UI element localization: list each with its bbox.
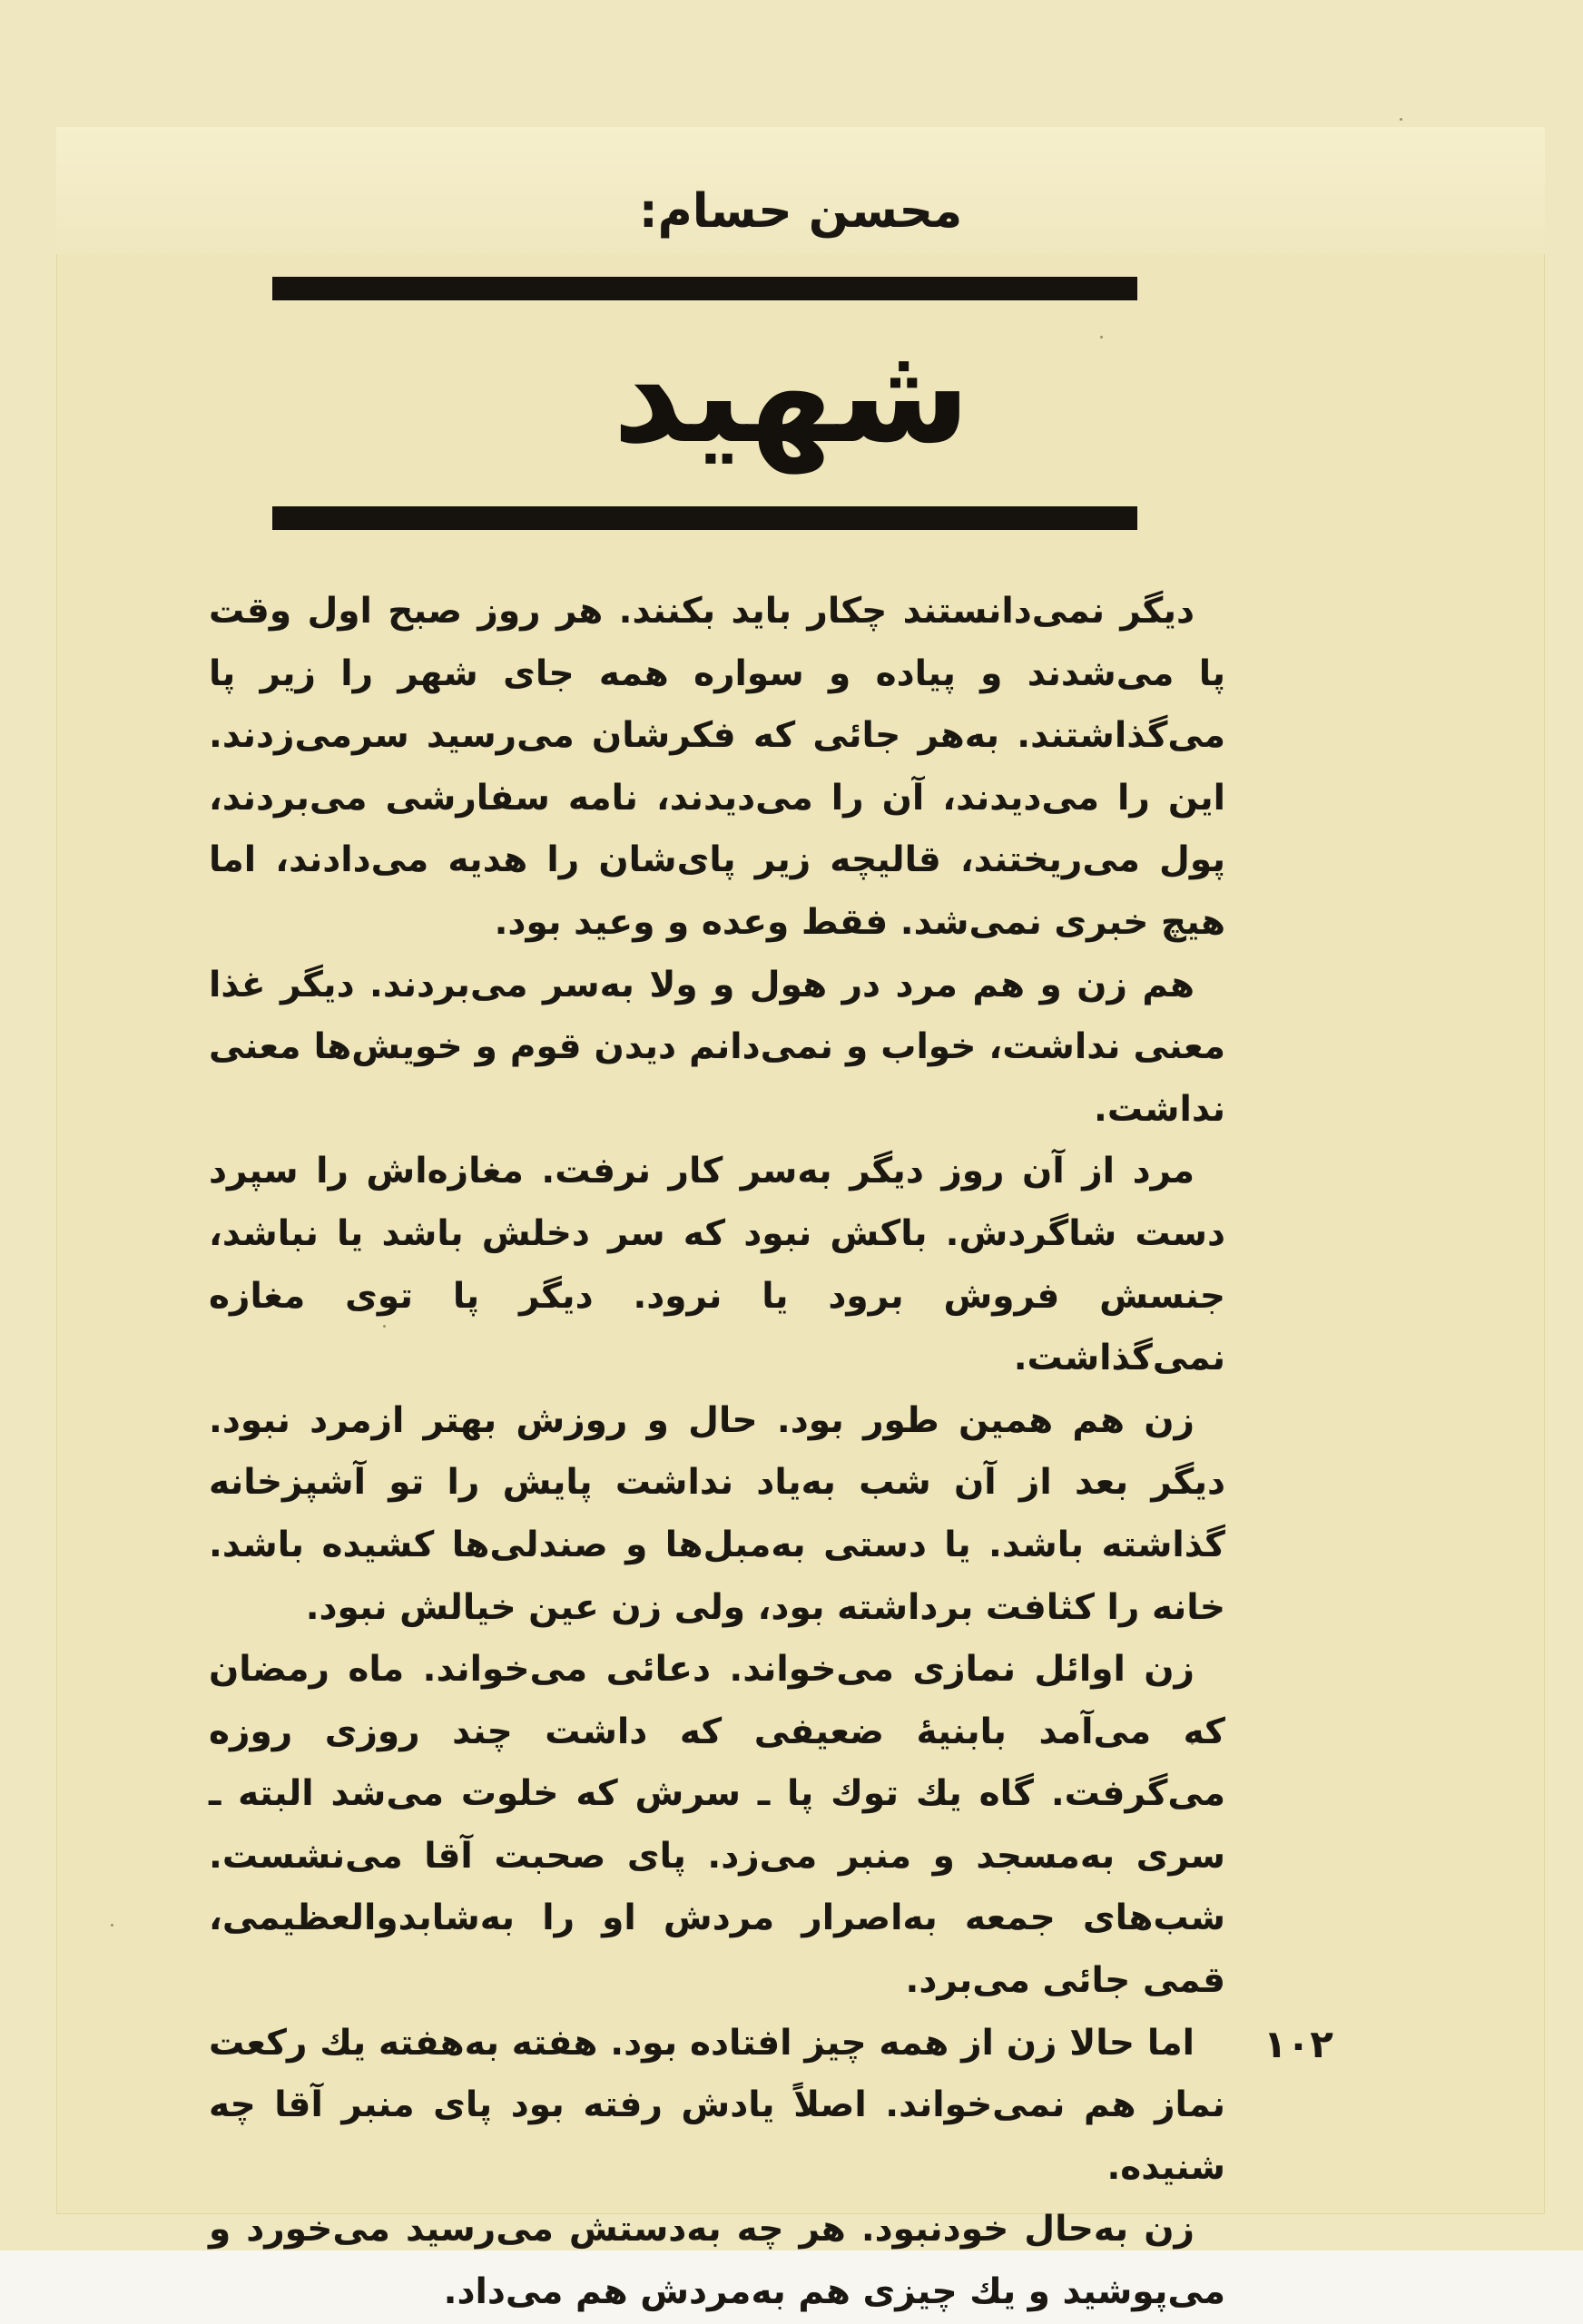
paragraph: زن هم همین طور بود. حال و روزش بهتر ازمرد نبود. دیگر بعد از آن شب به‌یاد نداشت پایش را تو آشپزخانه گذاشته باشد. یا دستی به‌مبل‌ها و صندلی‌ها کشیده باشد. خانه را کثافت برداشته بود، ولی زن عین خیالش نبود. [209, 1399, 1225, 1628]
paper-speck [111, 1924, 113, 1927]
paragraph: زن به‌حال خودنبود. هر چه به‌دستش می‌رسید می‌خورد و می‌پوشید و یك چیزی هم به‌مردش هم می‌داد. [209, 2209, 1225, 2313]
paragraph: مرد از آن روز دیگر به‌سر کار نرفت. مغازه‌اش را سپرد دست شاگردش. باکش نبود که سر دخلش باشد یا نباشد، جنسش فروش برود یا نرود. دیگر پا توی مغازه نمی‌گذاشت. [209, 1151, 1225, 1379]
story-body [209, 581, 1225, 2324]
paragraph: زن اوائل نمازی می‌خواند. دعائی می‌خواند. ماه رمضان که می‌آمد بابنیهٔ ضعیفی که داشت چند روزی روزه می‌گرفت. گاه یك توك پا ـ سرش که خلوت می‌شد البته ـ سری به‌مسجد و منبر می‌زد. پای صحبت آقا می‌نشست. شب‌های جمعه به‌اصرار مردش او را به‌شابدوالعظیمی، قمی جائی می‌برد. [209, 1649, 1225, 2002]
story-title: شهید [612, 316, 971, 474]
paper-speck [1400, 118, 1402, 121]
paragraph: اما حالا زن از همه چیز افتاده بود. هفته به‌هفته یك رکعت نماز هم نمی‌خواند. اصلاً یادش رفته بود پای منبر آقا چه شنیده. [209, 2022, 1225, 2188]
paragraph: هم زن و هم مرد در هول و ولا به‌سر می‌بردند. دیگر غذا معنی نداشت، خواب و نمی‌دانم دیدن قوم و خویش‌ها معنی نداشت. [209, 964, 1225, 1130]
author-name: محسن حسام: [638, 184, 963, 239]
paragraph: دیگر نمی‌دانستند چکار باید بکنند. هر روز صبح اول وقت پا می‌شدند و پیاده و سواره همه جای شهر را زیر پا می‌گذاشتند. به‌هر جائی که فکرشان می‌رسید سرمی‌زدند. این را می‌دیدند، آن را می‌دیدند، نامه سفارشی می‌بردند، پول می‌ریختند، قالیچه زیر پای‌شان را هدیه می‌دادند، اما هیچ خبری نمی‌شد. فقط وعده و وعید بود. [209, 591, 1225, 943]
title-rule-bottom [272, 506, 1137, 530]
page-number: ۱۰۲ [1263, 2022, 1333, 2066]
title-rule-top [272, 277, 1137, 300]
